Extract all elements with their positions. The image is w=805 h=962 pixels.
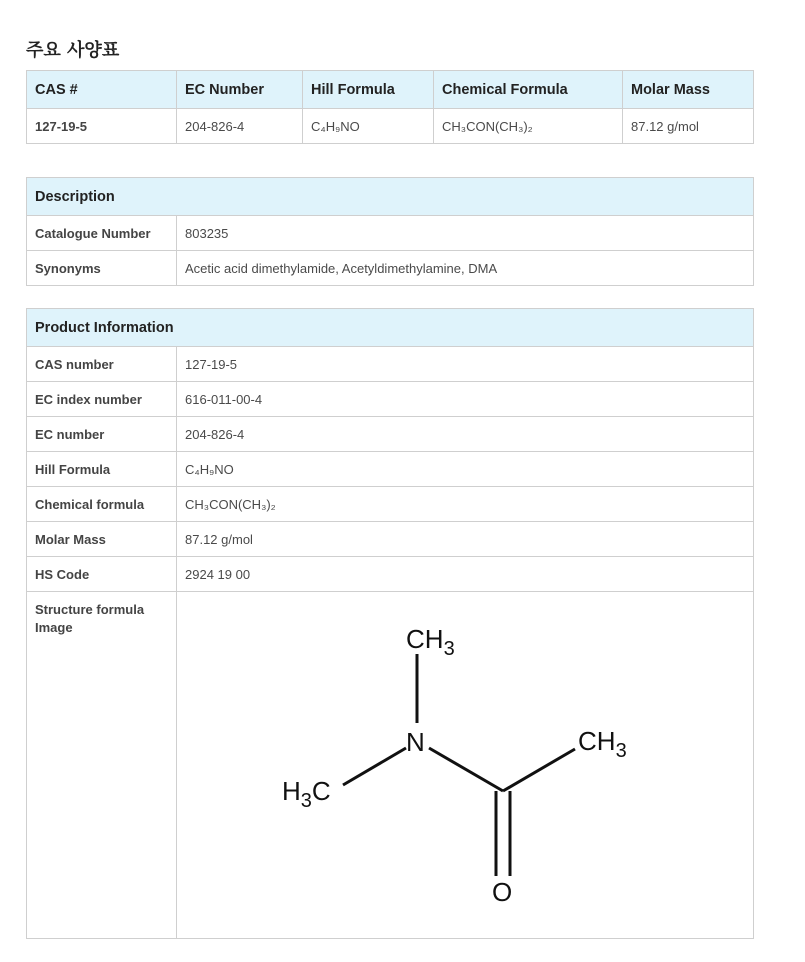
specs-header-molar-mass: Molar Mass <box>623 71 754 109</box>
structure-formula-cell <box>177 592 754 939</box>
structure-formula-label: Structure formula Image <box>27 592 177 939</box>
product-info-header: Product Information <box>27 309 754 347</box>
specs-value-chemical-formula: CH₃CON(CH₃)₂ <box>434 109 623 144</box>
atom-ch3-right-sub: 3 <box>615 739 627 762</box>
chemical-formula-value: CH₃CON(CH₃)₂ <box>177 487 754 522</box>
bond-n-carbonyl <box>429 748 503 791</box>
description-table <box>26 177 754 286</box>
structure-formula-image <box>177 593 752 938</box>
specs-header-chemical-formula: Chemical Formula <box>434 71 623 109</box>
table-row <box>27 251 754 286</box>
specs-value-cas: 127-19-5 <box>27 109 177 144</box>
hs-code-value: 2924 19 00 <box>177 557 754 592</box>
molar-mass-label: Molar Mass <box>27 522 177 557</box>
description-header: Description <box>27 178 754 216</box>
molar-mass-value: 87.12 g/mol <box>177 522 754 557</box>
specs-table <box>26 70 754 144</box>
hill-formula-label: Hill Formula <box>27 452 177 487</box>
atom-ch3-top <box>406 624 455 660</box>
specs-header-hill-formula: Hill Formula <box>303 71 434 109</box>
atom-ch3-right-main: CH <box>578 725 616 756</box>
specs-header-cas: CAS # <box>27 71 177 109</box>
chemical-formula-label: Chemical formula <box>27 487 177 522</box>
hill-formula-value: C₄H₉NO <box>177 452 754 487</box>
specs-value-row <box>27 109 754 144</box>
catalogue-number-label: Catalogue Number <box>27 216 177 251</box>
table-row <box>27 452 754 487</box>
table-row <box>27 557 754 592</box>
hs-code-label: HS Code <box>27 557 177 592</box>
specs-value-ec-number: 204-826-4 <box>177 109 303 144</box>
atom-ch3-top-sub: 3 <box>443 637 455 660</box>
cas-number-value: 127-19-5 <box>177 347 754 382</box>
specs-header-ec-number: EC Number <box>177 71 303 109</box>
table-row <box>27 216 754 251</box>
product-info-table <box>26 308 754 939</box>
atom-h3c-left <box>282 776 331 812</box>
ec-number-label: EC number <box>27 417 177 452</box>
ec-index-number-value: 616-011-00-4 <box>177 382 754 417</box>
page-title: 주요 사양표 <box>26 40 120 61</box>
atom-n: N <box>406 726 425 757</box>
table-row <box>27 382 754 417</box>
catalogue-number-value: 803235 <box>177 216 754 251</box>
atom-h3c-left-sub: 3 <box>300 789 312 812</box>
ec-index-number-label: EC index number <box>27 382 177 417</box>
table-row <box>27 487 754 522</box>
table-row <box>27 417 754 452</box>
cas-number-label: CAS number <box>27 347 177 382</box>
synonyms-label: Synonyms <box>27 251 177 286</box>
specs-value-hill-formula: C₄H₉NO <box>303 109 434 144</box>
table-row <box>27 522 754 557</box>
ec-number-value: 204-826-4 <box>177 417 754 452</box>
description-header-row <box>27 178 754 216</box>
structure-row <box>27 592 754 939</box>
atom-o: O <box>492 876 513 907</box>
bond-n-ch3-left <box>343 748 406 785</box>
synonyms-value: Acetic acid dimethylamide, Acetyldimethylamine, DMA <box>177 251 754 286</box>
bond-carbonyl-ch3 <box>503 749 575 791</box>
atom-h3c-left-main: H <box>282 775 301 806</box>
atom-ch3-top-main: CH <box>406 623 444 654</box>
specs-header-row <box>27 71 754 109</box>
specs-value-molar-mass: 87.12 g/mol <box>623 109 754 144</box>
product-info-header-row <box>27 309 754 347</box>
atom-ch3-right <box>578 726 627 762</box>
atom-h3c-left-tail: C <box>311 775 331 806</box>
table-row <box>27 347 754 382</box>
